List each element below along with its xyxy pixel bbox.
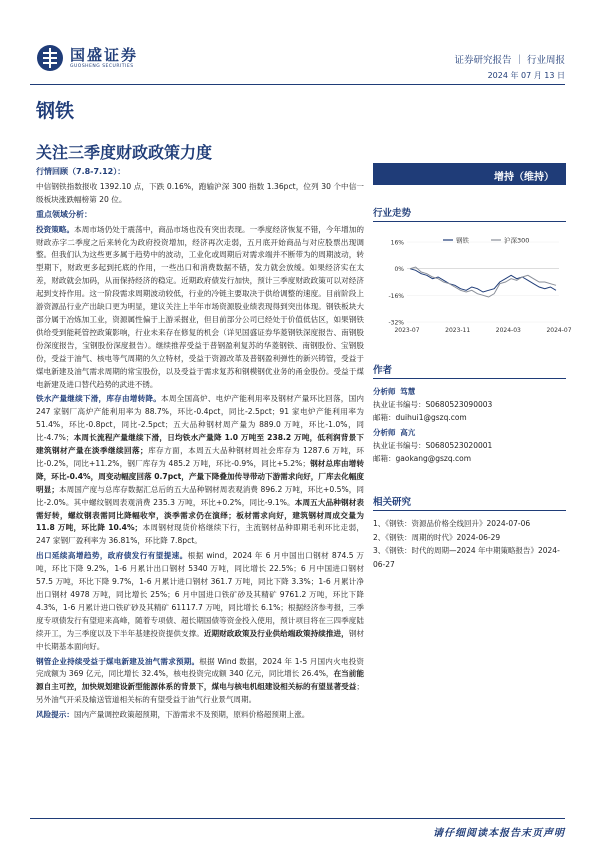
risk-lead: 风险提示： xyxy=(36,710,74,720)
export-text-b: 钢材中长期基本面向好。 xyxy=(36,628,365,651)
pipes-lead: 钢管企业持续受益于煤电新建及油气需求预期。 xyxy=(36,656,200,666)
output-bold-c: 本周五大品种钢材表需好转，螺纹钢表需同比降幅收窄，淡季需求仍在演绎；板材需求向好，建筑钢材周成交量为 11.8 万吨，环比降 10.4%； xyxy=(36,497,364,533)
authors-title: 作者 xyxy=(373,362,566,379)
report-date: 2024 年 07 月 13 日 xyxy=(487,71,565,80)
footer-divider xyxy=(30,818,565,819)
paragraph-output xyxy=(36,393,364,548)
legend-label: 钢铁 xyxy=(456,236,469,245)
x-tick-label: 2023-07 xyxy=(394,327,420,334)
series-line-steel xyxy=(410,269,556,292)
y-tick-label: 0% xyxy=(394,266,404,274)
analyst-1-role: 分析师 xyxy=(373,387,396,396)
output-text-c: 本周国产度与总库存数据汇总后的五大品种钢材周表观消费 896.2 万吨，环比+0.5%，同比-2.0%。其中螺纹钢周表观消费 235.3 万吨，环比+0.2%，同比-9.1%。 xyxy=(36,484,365,507)
output-text-d: 本周钢材现货价格继续下行，主流钢材品种即期毛利环比走弱，247 家钢厂盈利率为 36.81%，环比降 7.8pct。 xyxy=(36,523,364,546)
x-tick-label: 2024-07 xyxy=(546,327,572,334)
company-logo xyxy=(36,44,138,72)
rating-badge: 增持（维持） xyxy=(373,163,566,185)
company-name-en: GUOSHENG SECURITIES xyxy=(70,64,134,69)
export-lead: 出口延续高增趋势，政府债发行有望提速。 xyxy=(36,551,188,561)
paragraph-export xyxy=(36,550,364,653)
y-tick-label: 16% xyxy=(390,239,404,247)
analyst-2 xyxy=(373,426,566,465)
export-text-a: 根据 wind，2024 年 6 月中国出口钢材 874.5 万吨，环比下降 9.2%，1-6 月累计出口钢材 5340 万吨，同比增长 22.5%；6 月中国进口钢材 57.5 万吨，环比下降 9.7%，1-6 月累计进口钢材 361.7 万吨，同比下降 3.3%；1-6 月累计净出口钢材 4978 万吨，同比增长 25%；6 月中国进口铁矿砂及其精矿 9761.2 万吨，环比下降 4.3%，1-6 月累计进口铁矿砂及其精矿 61117.7 万吨，同比增长 6.1%；根据经济参考报，三季度专项债发行有望迎来高峰，随着专项债、超长期国债等资金投入使用，预计项目将在三四季度陆续开工，为三季度以及下半年基建投资提供支撑。 xyxy=(36,551,364,638)
legend-label: 沪深300 xyxy=(504,236,530,245)
export-bold-a: 近期财政政策及行业供给端政策持续推进， xyxy=(203,628,349,638)
industry-title: 钢铁 xyxy=(36,100,75,122)
company-name-cn: 国盛证券 xyxy=(70,46,139,64)
review-text: 中信钢铁指数报收 1392.10 点，下跌 0.16%，跑输沪深 300 指数 1.36pct，位列 30 个中信一级板块涨跌幅榜第 20 位。 xyxy=(36,181,364,204)
analyst-1-name: 笃慧 xyxy=(400,387,416,396)
strategy-lead: 投资策略。 xyxy=(36,224,75,234)
trend-title: 行业走势 xyxy=(373,205,566,222)
related-title: 相关研究 xyxy=(373,494,566,511)
output-text-a: 本周全国高炉、电炉产能利用率及钢材产量环比回落，国内 247 家钢厂高炉产能利用率为 88.7%，环比-0.4pct，同比-2.5pct；91 家电炉产能利用率为 51.4%，环比-0.8pct，同比-2.5pct；五大品种钢材周产量为 889.0 万吨，环比-1.0%，同比-4.7%； xyxy=(36,394,365,443)
paragraph-risk xyxy=(36,709,364,722)
report-type: 证券研究报告 ｜ 行业周报 xyxy=(454,55,565,66)
related-item[interactable]: 2、《钢铁：周期的时代》2024-06-29 xyxy=(373,532,501,542)
authors-section xyxy=(373,362,566,465)
output-bold-b: 钢材总库由增转降，环比-0.4%，周变动幅度回落 0.7pct，产量下降叠加传导带动下游需求向好，厂库去化幅度明显； xyxy=(36,458,364,494)
paragraph-strategy xyxy=(36,224,364,392)
pipes-text-a: 根据 Wind 数据，2024 年 1-5 月国内火电投资完成额为 369 亿元，同比增长 32.4%，核电投资完成额 340 亿元，同比增长 26.4%， xyxy=(36,656,364,679)
analyst-2-email[interactable]: 邮箱：gaokang@gszq.com xyxy=(373,454,472,463)
logo-icon xyxy=(36,44,64,72)
x-tick-label: 2023-11 xyxy=(445,327,471,334)
points-title: 重点领域分析： xyxy=(36,209,92,219)
footer-disclaimer: 请仔细阅读本报告末页声明 xyxy=(433,828,565,839)
pipes-bold-a: 在当前能源自主可控，加快规划建设新型能源体系的背景下，煤电与核电机组建设相关标的有望显著受益 xyxy=(36,669,365,692)
related-list xyxy=(373,517,566,571)
output-bold-a: 本周长流程产量继续下滑，日均铁水产量降 1.0 万吨至 238.2 万吨，低利润背景下建筑钢材产量在淡季继续回落； xyxy=(36,433,364,456)
report-headline: 关注三季度财政政策力度 xyxy=(36,143,213,162)
output-text-b: 库存方面，本周五大品种钢材周社会库存为 1287.6 万吨，环比-0.2%，同比+11.2%，钢厂库存为 485.2 万吨，环比-0.9%，同比+5.2%； xyxy=(36,446,364,468)
analyst-2-cert: 执业证书编号：S0680523020001 xyxy=(373,441,493,450)
review-title: 行情回顾（7.8-7.12）： xyxy=(36,167,126,176)
analyst-1 xyxy=(373,385,566,424)
analyst-1-cert: 执业证书编号：S0680523090003 xyxy=(373,400,493,409)
analyst-2-name: 高亢 xyxy=(400,428,416,437)
paragraph-pipes xyxy=(36,656,364,708)
strategy-text: 本周市场仍处于震荡中，商品市场也没有突出表现。一季度经济恢复不错，今年增加的财政赤字二季度之后来转化为政府投资增加，经济再次走弱，五月底开始商品与对应股票出现调整。但我们认为这些更多属于趋势中的波动，工业化或周期后对需求端并不断带为的周期波动，转型期下，财政更多起到托底的作用，一些出口和消费数据不错，发力就会放缓。如果经济实在太差，财政就会加码，从而保持经济的稳定。近期政府债发行加快，预计三季度财政政策可以对经济起到支持作用。这一阶段需求周期波动较低，行业的冷链主要取决于供给调整的速度。目前阶段上游资源品行业产出缺口更为明显，建议关注上半年市场资源股业绩表现得到突出体现。钢铁板块大部分属于冶炼加工业，资源属性偏于上游采掘业，但目前部分公司已经处于价值低估区，如果钢铁供给受到能耗管控政策影响，行业未来存在修复的机会（详见国盛证券华菱钢铁深度报告、南钢股份深度报告，宝钢股份深度报告）。继续推荐受益于普钢盈利复苏的华菱钢铁、南钢股份、宝钢股份，受益于油气、核电等气周期的久立特材，受益于资源改革及普钢盈利弹性的新兴铸管，受益于煤电新建及油气需求周期的常宝股份，以及受益于需求复苏和钢模钢优业务的甬金股份。受益于煤电新建及进口替代趋势的武进不锈。 xyxy=(36,224,365,389)
header-divider xyxy=(30,84,565,85)
analyst-1-email[interactable]: 邮箱：duihui1@gszq.com xyxy=(373,413,467,422)
risk-text: 国内产量调控政策超预期，下游需求不及预期，原料价格超预期上涨。 xyxy=(73,710,310,720)
analyst-2-role: 分析师 xyxy=(373,428,396,437)
trend-section xyxy=(373,205,566,222)
x-tick-label: 2024-03 xyxy=(495,327,521,334)
related-section xyxy=(373,494,566,571)
trend-chart xyxy=(373,232,572,342)
pipes-text-b: ；另外油气开采及输送管道相关标的有望受益于油气行业景气周期。 xyxy=(36,682,364,705)
output-lead: 铁水产量继续下滑，库存由增转降。 xyxy=(36,394,162,404)
main-content xyxy=(36,166,364,724)
related-item[interactable]: 3、《钢铁：时代的周期—2024 年中期策略报告》2024-06-27 xyxy=(373,546,560,569)
related-item[interactable]: 1、《钢铁：资源品价格全线回升》2024-07-06 xyxy=(373,519,531,528)
y-tick-label: -32% xyxy=(388,319,404,327)
y-tick-label: -16% xyxy=(388,292,404,300)
